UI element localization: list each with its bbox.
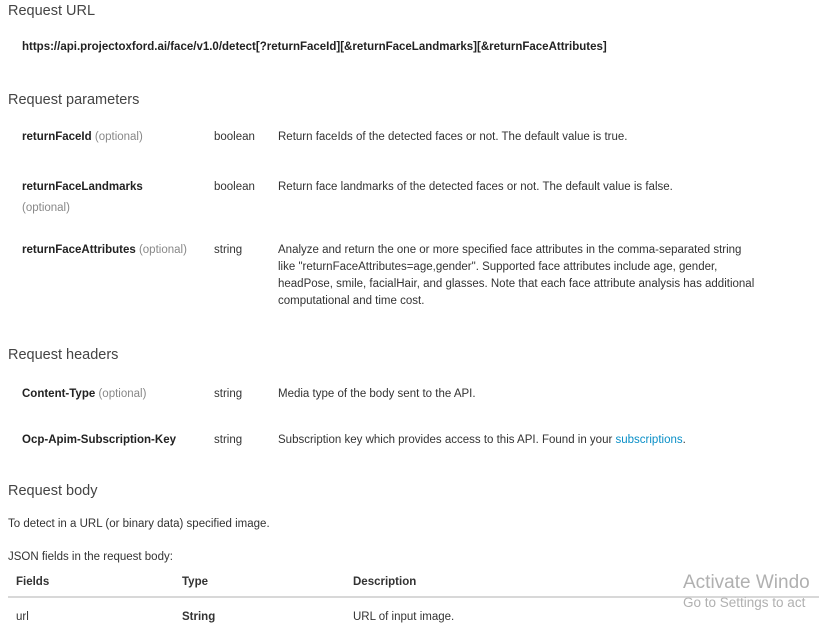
request-body-heading: Request body xyxy=(8,483,98,499)
header-subscription-key-name: Ocp-Apim-Subscription-Key xyxy=(22,434,176,446)
header-subscription-key-description: Subscription key which provides access to this API. Found in your subscriptions. xyxy=(278,434,686,446)
param-returnfacelandmarks-description: Return face landmarks of the detected faces or not. The default value is false. xyxy=(278,181,673,193)
request-headers-heading: Request headers xyxy=(8,347,119,363)
request-body-intro: To detect in a URL (or binary data) specified image. xyxy=(8,518,270,530)
table-row xyxy=(8,597,819,627)
field-type-cell: String xyxy=(182,611,216,623)
subscriptions-link[interactable]: subscriptions xyxy=(615,434,683,446)
header-content-type-type: string xyxy=(214,388,243,400)
param-returnfaceid-description: Return faceIds of the detected faces or not. The default value is true. xyxy=(278,131,628,143)
param-returnfaceattributes-type: string xyxy=(214,244,243,256)
param-returnfaceattributes-name: returnFaceAttributes (optional) xyxy=(22,244,187,256)
watermark-line-2: Go to Settings to act xyxy=(683,595,806,610)
watermark-line-1: Activate Windo xyxy=(683,572,810,593)
param-returnfacelandmarks-type: boolean xyxy=(214,181,255,193)
param-returnfaceid-type: boolean xyxy=(214,131,255,143)
json-fields-label: JSON fields in the request body: xyxy=(8,551,173,563)
request-url-heading: Request URL xyxy=(8,3,96,19)
header-content-type-description: Media type of the body sent to the API. xyxy=(278,388,476,400)
header-content-type-name: Content-Type (optional) xyxy=(22,388,147,400)
request-parameters-heading: Request parameters xyxy=(8,92,140,108)
request-body-fields-table xyxy=(8,570,819,627)
param-returnfacelandmarks-name: returnFaceLandmarks (optional) xyxy=(22,181,143,214)
table-header-row xyxy=(8,570,819,597)
column-header-description: Description xyxy=(345,570,819,597)
param-returnfaceattributes-description: Analyze and return the one or more specified face attributes in the comma-separated string like "returnFaceAttributes=age,gender". Supported face attributes include age, gender, headPose, smile, facialHair, and glasses. Note that each face attribute analysis has additional computational and time cost. xyxy=(278,244,755,307)
column-header-fields: Fields xyxy=(8,570,174,597)
header-subscription-key-type: string xyxy=(214,434,243,446)
field-description-cell: URL of input image. xyxy=(353,611,455,623)
request-url: https://api.projectoxford.ai/face/v1.0/detect[?returnFaceId][&returnFaceLandmarks][&returnFaceAttributes] xyxy=(22,41,607,53)
field-name-cell: url xyxy=(16,611,29,623)
param-returnfaceid-name: returnFaceId (optional) xyxy=(22,131,143,143)
column-header-type: Type xyxy=(174,570,345,597)
